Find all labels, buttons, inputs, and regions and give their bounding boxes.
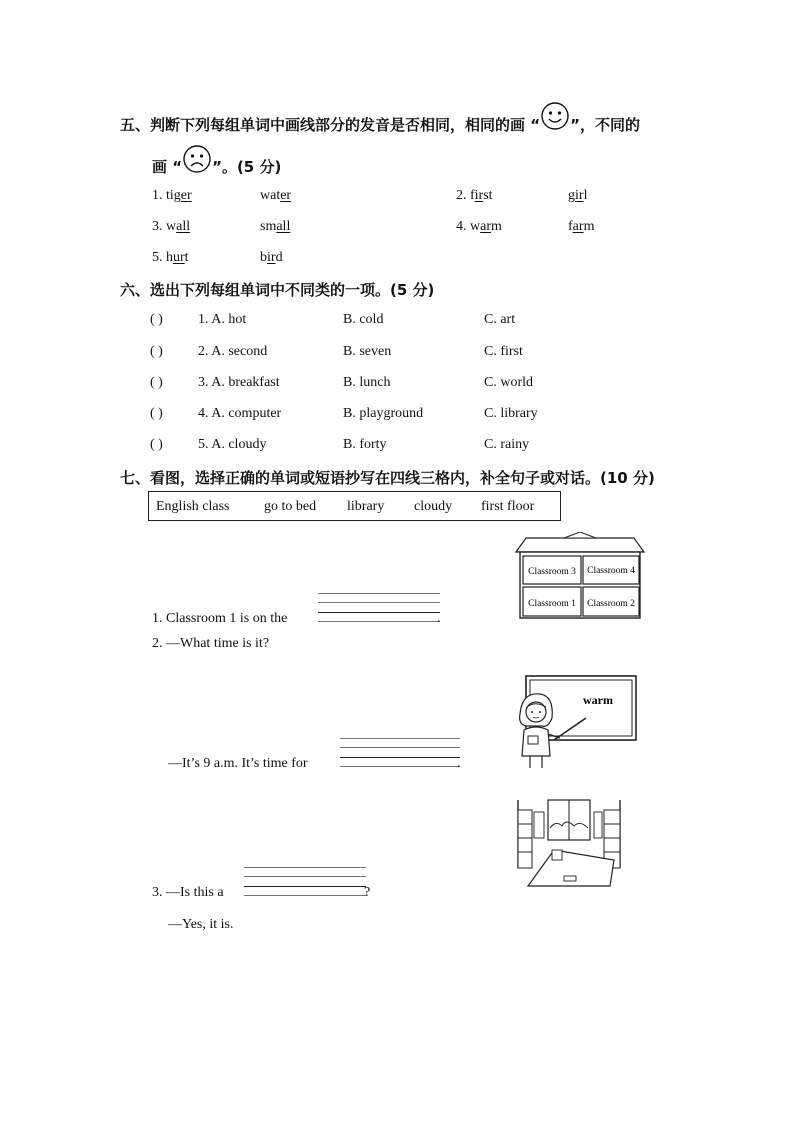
- s5-item-5-w1: [152, 250, 189, 266]
- option-c: C. library: [484, 406, 538, 421]
- word-bank-item: go to bed: [264, 499, 317, 514]
- word-part: wat: [260, 188, 281, 203]
- s5-item-5-w2: [260, 250, 283, 266]
- option-b: B. playground: [343, 406, 424, 421]
- section5-title-part: 五、判断下列每组单词中画线部分的发音是否相同，相同的画 “: [120, 116, 541, 134]
- underlined-part: all: [276, 219, 291, 234]
- library-image: [514, 798, 624, 890]
- classroom-label: Classroom 1: [528, 599, 576, 609]
- answer-blank[interactable]: ( ): [150, 437, 163, 452]
- word-bank-item: English class: [156, 499, 230, 514]
- answer-blank[interactable]: ( ): [150, 344, 163, 359]
- four-line-grid[interactable]: [244, 867, 366, 897]
- option-b: B. seven: [343, 344, 392, 359]
- question-3: 3. —Is this a: [152, 885, 224, 900]
- answer-blank[interactable]: ( ): [150, 406, 163, 421]
- word-part: f: [568, 219, 573, 234]
- answer-blank[interactable]: ( ): [150, 312, 163, 327]
- question-1: 1. Classroom 1 is on the: [152, 611, 288, 626]
- answer-2-end: .: [457, 756, 461, 771]
- word-bank-item: first floor: [481, 499, 535, 514]
- option-c: C. first: [484, 344, 523, 359]
- blackboard-word: warm: [583, 693, 613, 707]
- option-a: A. hot: [211, 312, 247, 327]
- word-part: m: [491, 219, 502, 234]
- question-1-end: .: [437, 611, 441, 626]
- item-number: 4.: [456, 219, 467, 234]
- s5-item-4-w1: [456, 219, 502, 235]
- word-part: l: [583, 188, 588, 203]
- classroom-label: Classroom 2: [587, 599, 635, 609]
- word-part: w: [470, 219, 481, 234]
- option-a: A. cloudy: [211, 437, 267, 452]
- word-part: h: [166, 250, 173, 265]
- option-a: A. computer: [211, 406, 282, 421]
- underlined-part: er: [280, 188, 292, 203]
- word-part: d: [275, 250, 283, 265]
- underlined-part: ar: [480, 219, 492, 234]
- word-part: m: [583, 219, 595, 234]
- underlined-part: ir: [575, 188, 584, 203]
- word-bank-item: cloudy: [414, 499, 453, 514]
- answer-blank[interactable]: ( ): [150, 375, 163, 390]
- question-3-end: ?: [364, 885, 371, 900]
- option-c: C. rainy: [484, 437, 530, 452]
- item-number: 3.: [152, 219, 163, 234]
- option-b: B. lunch: [343, 375, 391, 390]
- s6-item-1-a: [198, 312, 246, 328]
- item-number: 2.: [456, 188, 467, 203]
- s5-item-2-w1: [456, 188, 493, 204]
- word-part: g: [568, 188, 575, 203]
- option-c: C. art: [484, 312, 516, 327]
- s5-item-3-w2: [260, 219, 290, 235]
- classroom-label: Classroom 4: [587, 566, 635, 576]
- option-a: A. second: [211, 344, 268, 359]
- smiley-face-icon: [540, 117, 570, 135]
- item-number: 2.: [198, 344, 209, 359]
- four-line-grid[interactable]: [340, 738, 460, 768]
- underlined-part: all: [176, 219, 191, 234]
- s5-item-1-w1: [152, 188, 192, 204]
- option-b: B. forty: [343, 437, 387, 452]
- answer-2: —It’s 9 a.m. It’s time for: [168, 756, 308, 771]
- s6-item-2-a: [198, 344, 267, 360]
- item-number: 5.: [152, 250, 163, 265]
- section5-title: [120, 114, 640, 135]
- option-a: A. breakfast: [211, 375, 280, 390]
- option-b: B. cold: [343, 312, 384, 327]
- underlined-part: ir: [474, 188, 484, 203]
- word-part: b: [260, 250, 267, 265]
- item-number: 1.: [198, 312, 209, 327]
- s6-item-5-a: [198, 437, 266, 453]
- section5-title-part: ”。(5 分): [212, 158, 282, 176]
- underlined-part: ar: [572, 219, 584, 234]
- four-line-grid[interactable]: [318, 593, 440, 623]
- option-c: C. world: [484, 375, 533, 390]
- teacher-blackboard-image: [512, 674, 642, 770]
- section5-title-part: 画 “: [152, 158, 183, 176]
- s5-item-1-w2: [260, 188, 291, 204]
- word-part: w: [166, 219, 177, 234]
- word-part: sm: [260, 219, 277, 234]
- question-2: 2. —What time is it?: [152, 636, 270, 651]
- word-bank: [148, 491, 561, 521]
- s6-item-3-a: [198, 375, 280, 391]
- section7-title: 七、看图，选择正确的单词或短语抄写在四线三格内，补全句子或对话。(10 分): [120, 469, 655, 487]
- underlined-part: er: [180, 188, 192, 203]
- word-part: tig: [166, 188, 181, 203]
- word-bank-item: library: [347, 499, 385, 514]
- item-number: 1.: [152, 188, 163, 203]
- s5-item-3-w1: [152, 219, 190, 235]
- section5-title-line2: [152, 156, 281, 178]
- word-part: f: [470, 188, 475, 203]
- s6-item-4-a: [198, 406, 281, 422]
- sad-face-icon: [182, 158, 212, 178]
- school-building-image: [514, 532, 646, 622]
- underlined-part: ir: [267, 250, 276, 265]
- word-part: st: [483, 188, 493, 203]
- s5-item-2-w2: [568, 188, 587, 204]
- section5-title-part: ”，不同的: [570, 116, 640, 134]
- item-number: 4.: [198, 406, 209, 421]
- classroom-label: Classroom 3: [528, 567, 576, 577]
- underlined-part: ur: [173, 250, 185, 265]
- word-part: t: [184, 250, 189, 265]
- item-number: 5.: [198, 437, 209, 452]
- s5-item-4-w2: [568, 219, 594, 235]
- section6-title: 六、选出下列每组单词中不同类的一项。(5 分): [120, 281, 435, 299]
- item-number: 3.: [198, 375, 209, 390]
- answer-3: —Yes, it is.: [168, 917, 234, 932]
